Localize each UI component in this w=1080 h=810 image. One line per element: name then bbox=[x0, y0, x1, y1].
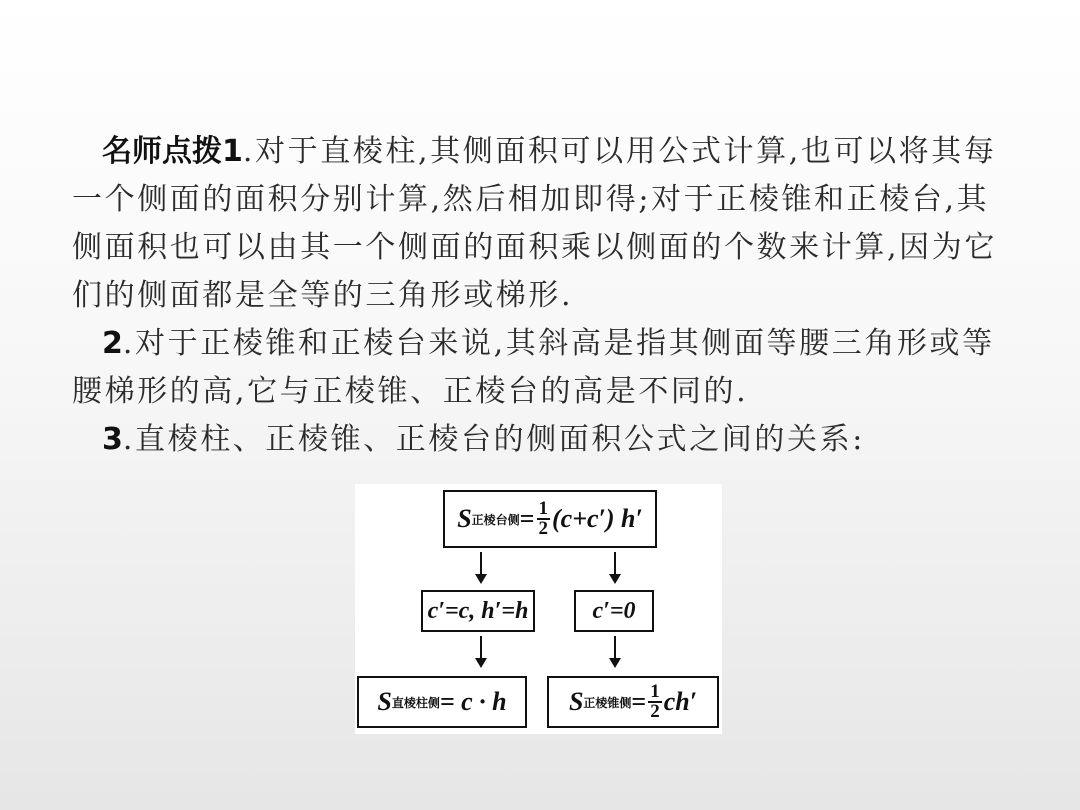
paragraph-1 bbox=[72, 128, 1012, 320]
frustum-fraction bbox=[537, 500, 551, 538]
paragraph-1-text: .对于直棱柱,其侧面积可以用公式计算,也可以将其每一个侧面的面积分别计算,然后相加即得;对于正棱锥和正棱台,其侧面积也可以由其一个侧面的面积乘以侧面的个数来计算,因为它们的侧面都是全等的三角形或梯形. bbox=[72, 134, 997, 313]
paragraph-3 bbox=[72, 416, 1012, 464]
arrow-down-right-upper bbox=[614, 552, 616, 582]
frustum-equals: = bbox=[519, 504, 535, 533]
pyramid-formula-rest: ch′ bbox=[663, 687, 698, 716]
pyramid-equals: = bbox=[631, 687, 647, 716]
frustum-formula-box bbox=[443, 490, 657, 548]
pyramid-condition: c′=0 bbox=[592, 597, 636, 624]
arrow-down-left-lower bbox=[480, 636, 482, 666]
frustum-fraction-numerator: 1 bbox=[538, 498, 548, 519]
paragraph-2 bbox=[72, 320, 1012, 416]
prism-s-symbol: S bbox=[377, 687, 392, 716]
pyramid-subscript: 正棱锥侧 bbox=[583, 695, 632, 710]
paragraph-2-number: 2 bbox=[102, 326, 123, 361]
frustum-fraction-denominator: 2 bbox=[538, 518, 548, 539]
paragraph-3-text: .直棱柱、正棱锥、正棱台的侧面积公式之间的关系: bbox=[122, 422, 865, 457]
prism-condition: c′=c, h′=h bbox=[427, 597, 529, 624]
tip-heading: 名师点拨1 bbox=[102, 134, 243, 169]
frustum-formula-rest: (c+c′) h′ bbox=[552, 504, 643, 533]
pyramid-s-symbol: S bbox=[568, 687, 584, 716]
arrow-down-left-upper bbox=[480, 552, 482, 582]
prism-formula-rest: = c · h bbox=[439, 687, 507, 716]
pyramid-fraction bbox=[648, 683, 662, 721]
slide-body bbox=[72, 128, 1012, 464]
arrow-down-right-lower bbox=[614, 636, 616, 666]
prism-condition-box bbox=[421, 590, 535, 632]
pyramid-fraction-numerator: 1 bbox=[650, 681, 660, 702]
pyramid-condition-box bbox=[574, 590, 654, 632]
prism-subscript: 直棱柱侧 bbox=[391, 695, 440, 710]
prism-formula-box bbox=[357, 676, 527, 728]
paragraph-3-number: 3 bbox=[102, 422, 123, 457]
pyramid-formula-box bbox=[547, 676, 719, 728]
frustum-s-symbol: S bbox=[457, 504, 472, 533]
pyramid-fraction-denominator: 2 bbox=[650, 701, 660, 722]
paragraph-2-text: .对于正棱锥和正棱台来说,其斜高是指其侧面等腰三角形或等腰梯形的高,它与正棱锥、正棱台的高是不同的. bbox=[72, 326, 995, 409]
frustum-subscript: 正棱台侧 bbox=[471, 512, 520, 527]
formula-relationship-diagram bbox=[355, 484, 722, 734]
